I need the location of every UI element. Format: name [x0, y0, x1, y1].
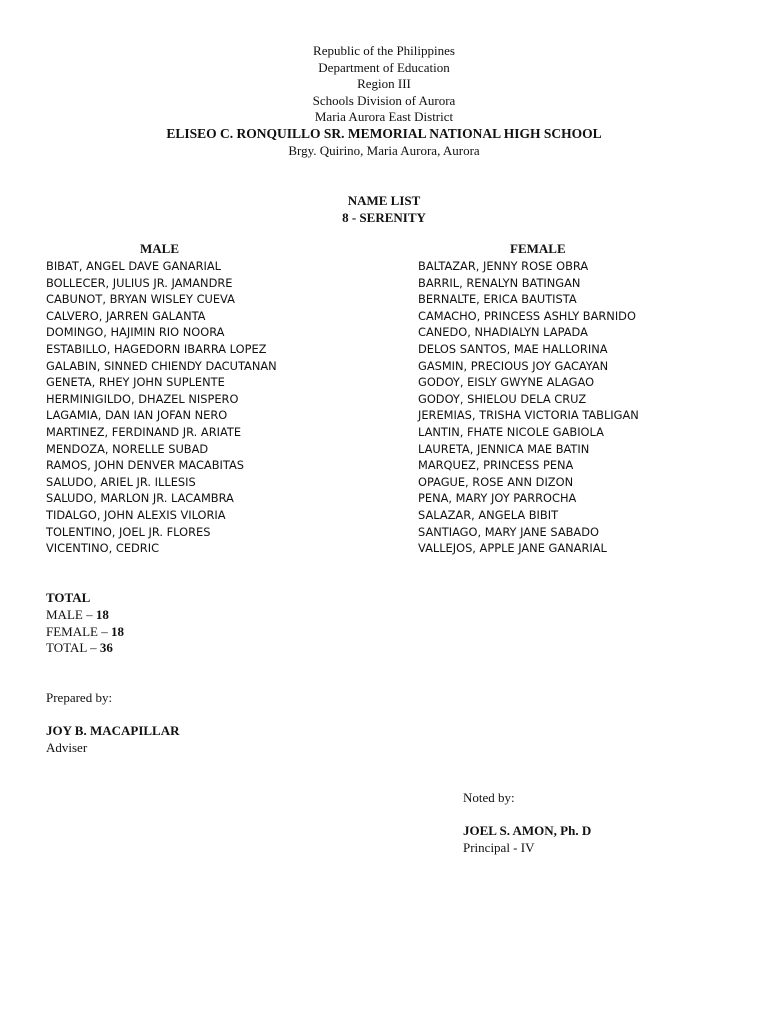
female-column-heading: FEMALE: [510, 241, 566, 256]
noted-by-label: Noted by:: [463, 790, 515, 805]
adviser-role: Adviser: [46, 739, 88, 755]
overall-total-label: TOTAL –: [46, 640, 100, 656]
male-name: TOLENTINO, JOEL JR. FLORES: [46, 524, 211, 539]
male-name: HERMINIGILDO, DHAZEL NISPERO: [46, 391, 239, 406]
male-name: VICENTINO, CEDRIC: [46, 541, 160, 556]
female-name: PENA, MARY JOY PARROCHA: [418, 491, 577, 506]
header-region: Region III: [357, 76, 411, 92]
male-name: ESTABILLO, HAGEDORN IBARRA LOPEZ: [46, 341, 267, 356]
female-name: GASMIN, PRECIOUS JOY GACAYAN: [418, 358, 609, 373]
principal-name: JOEL S. AMON, Ph. D: [463, 823, 592, 839]
female-name: LANTIN, FHATE NICOLE GABIOLA: [418, 424, 604, 439]
header-department: Department of Education: [318, 59, 450, 75]
female-name-list: [418, 258, 639, 557]
female-name: LAURETA, JENNICA MAE BATIN: [418, 441, 590, 456]
male-name: CALVERO, JARREN GALANTA: [46, 308, 206, 323]
female-name: GODOY, EISLY GWYNE ALAGAO: [418, 375, 595, 390]
male-name: GALABIN, SINNED CHIENDY DACUTANAN: [46, 358, 277, 373]
female-name: SANTIAGO, MARY JANE SABADO: [418, 524, 599, 539]
prepared-by-label: Prepared by:: [46, 690, 113, 705]
male-total: [46, 607, 124, 624]
document-header: [0, 43, 768, 159]
male-total-label: MALE –: [46, 606, 96, 622]
male-name: SALUDO, ARIEL JR. ILLESIS: [46, 474, 196, 489]
noted-by-block: [463, 790, 591, 856]
male-name: MENDOZA, NORELLE SUBAD: [46, 441, 209, 456]
male-name: RAMOS, JOHN DENVER MACABITAS: [46, 458, 244, 473]
female-name: CANEDO, NHADIALYN LAPADA: [418, 325, 588, 340]
female-name: JEREMIAS, TRISHA VICTORIA TABLIGAN: [418, 408, 639, 423]
list-title: NAME LIST: [347, 193, 421, 208]
adviser-name: JOY B. MACAPILLAR: [46, 723, 180, 739]
header-country: Republic of the Philippines: [313, 43, 455, 58]
male-column-heading: MALE: [140, 241, 179, 256]
male-name: MARTINEZ, FERDINAND JR. ARIATE: [46, 424, 242, 439]
female-total: [46, 624, 124, 641]
female-name: BALTAZAR, JENNY ROSE OBRA: [418, 259, 589, 273]
header-division: Schools Division of Aurora: [312, 92, 456, 108]
school-name: ELISEO C. RONQUILLO SR. MEMORIAL NATIONAL HIGH SCHOOL: [166, 125, 602, 141]
title-block: [0, 193, 768, 226]
section-name: 8 - SERENITY: [342, 209, 426, 225]
overall-total-value: 36: [99, 640, 113, 656]
header-district: Maria Aurora East District: [314, 109, 454, 125]
totals-block: [46, 590, 124, 657]
school-address: Brgy. Quirino, Maria Aurora, Aurora: [288, 142, 480, 158]
female-total-label: FEMALE –: [46, 623, 111, 639]
female-name: CAMACHO, PRINCESS ASHLY BARNIDO: [418, 308, 636, 323]
male-name: CABUNOT, BRYAN WISLEY CUEVA: [46, 292, 235, 307]
female-name: BERNALTE, ERICA BAUTISTA: [418, 292, 577, 307]
male-name: DOMINGO, HAJIMIN RIO NOORA: [46, 325, 225, 340]
female-name: DELOS SANTOS, MAE HALLORINA: [418, 341, 608, 356]
female-name: BARRIL, RENALYN BATINGAN: [418, 275, 581, 290]
overall-total: [46, 640, 124, 657]
female-name: SALAZAR, ANGELA BIBIT: [418, 507, 559, 522]
male-name: BOLLECER, JULIUS JR. JAMANDRE: [46, 275, 233, 290]
female-name: GODOY, SHIELOU DELA CRUZ: [418, 391, 587, 406]
female-total-value: 18: [111, 623, 124, 639]
male-name-list: [46, 258, 277, 557]
male-name: TIDALGO, JOHN ALEXIS VILORIA: [46, 507, 226, 522]
prepared-by-block: [46, 690, 180, 756]
female-name: OPAGUE, ROSE ANN DIZON: [418, 474, 574, 489]
principal-role: Principal - IV: [463, 839, 535, 855]
male-total-value: 18: [95, 606, 109, 622]
male-name: SALUDO, MARLON JR. LACAMBRA: [46, 491, 234, 506]
male-name: BIBAT, ANGEL DAVE GANARIAL: [46, 259, 221, 273]
female-name: VALLEJOS, APPLE JANE GANARIAL: [418, 541, 607, 556]
totals-heading: TOTAL: [46, 590, 91, 605]
male-name: GENETA, RHEY JOHN SUPLENTE: [46, 375, 225, 390]
female-name: MARQUEZ, PRINCESS PENA: [418, 458, 574, 473]
male-name: LAGAMIA, DAN IAN JOFAN NERO: [46, 408, 228, 423]
